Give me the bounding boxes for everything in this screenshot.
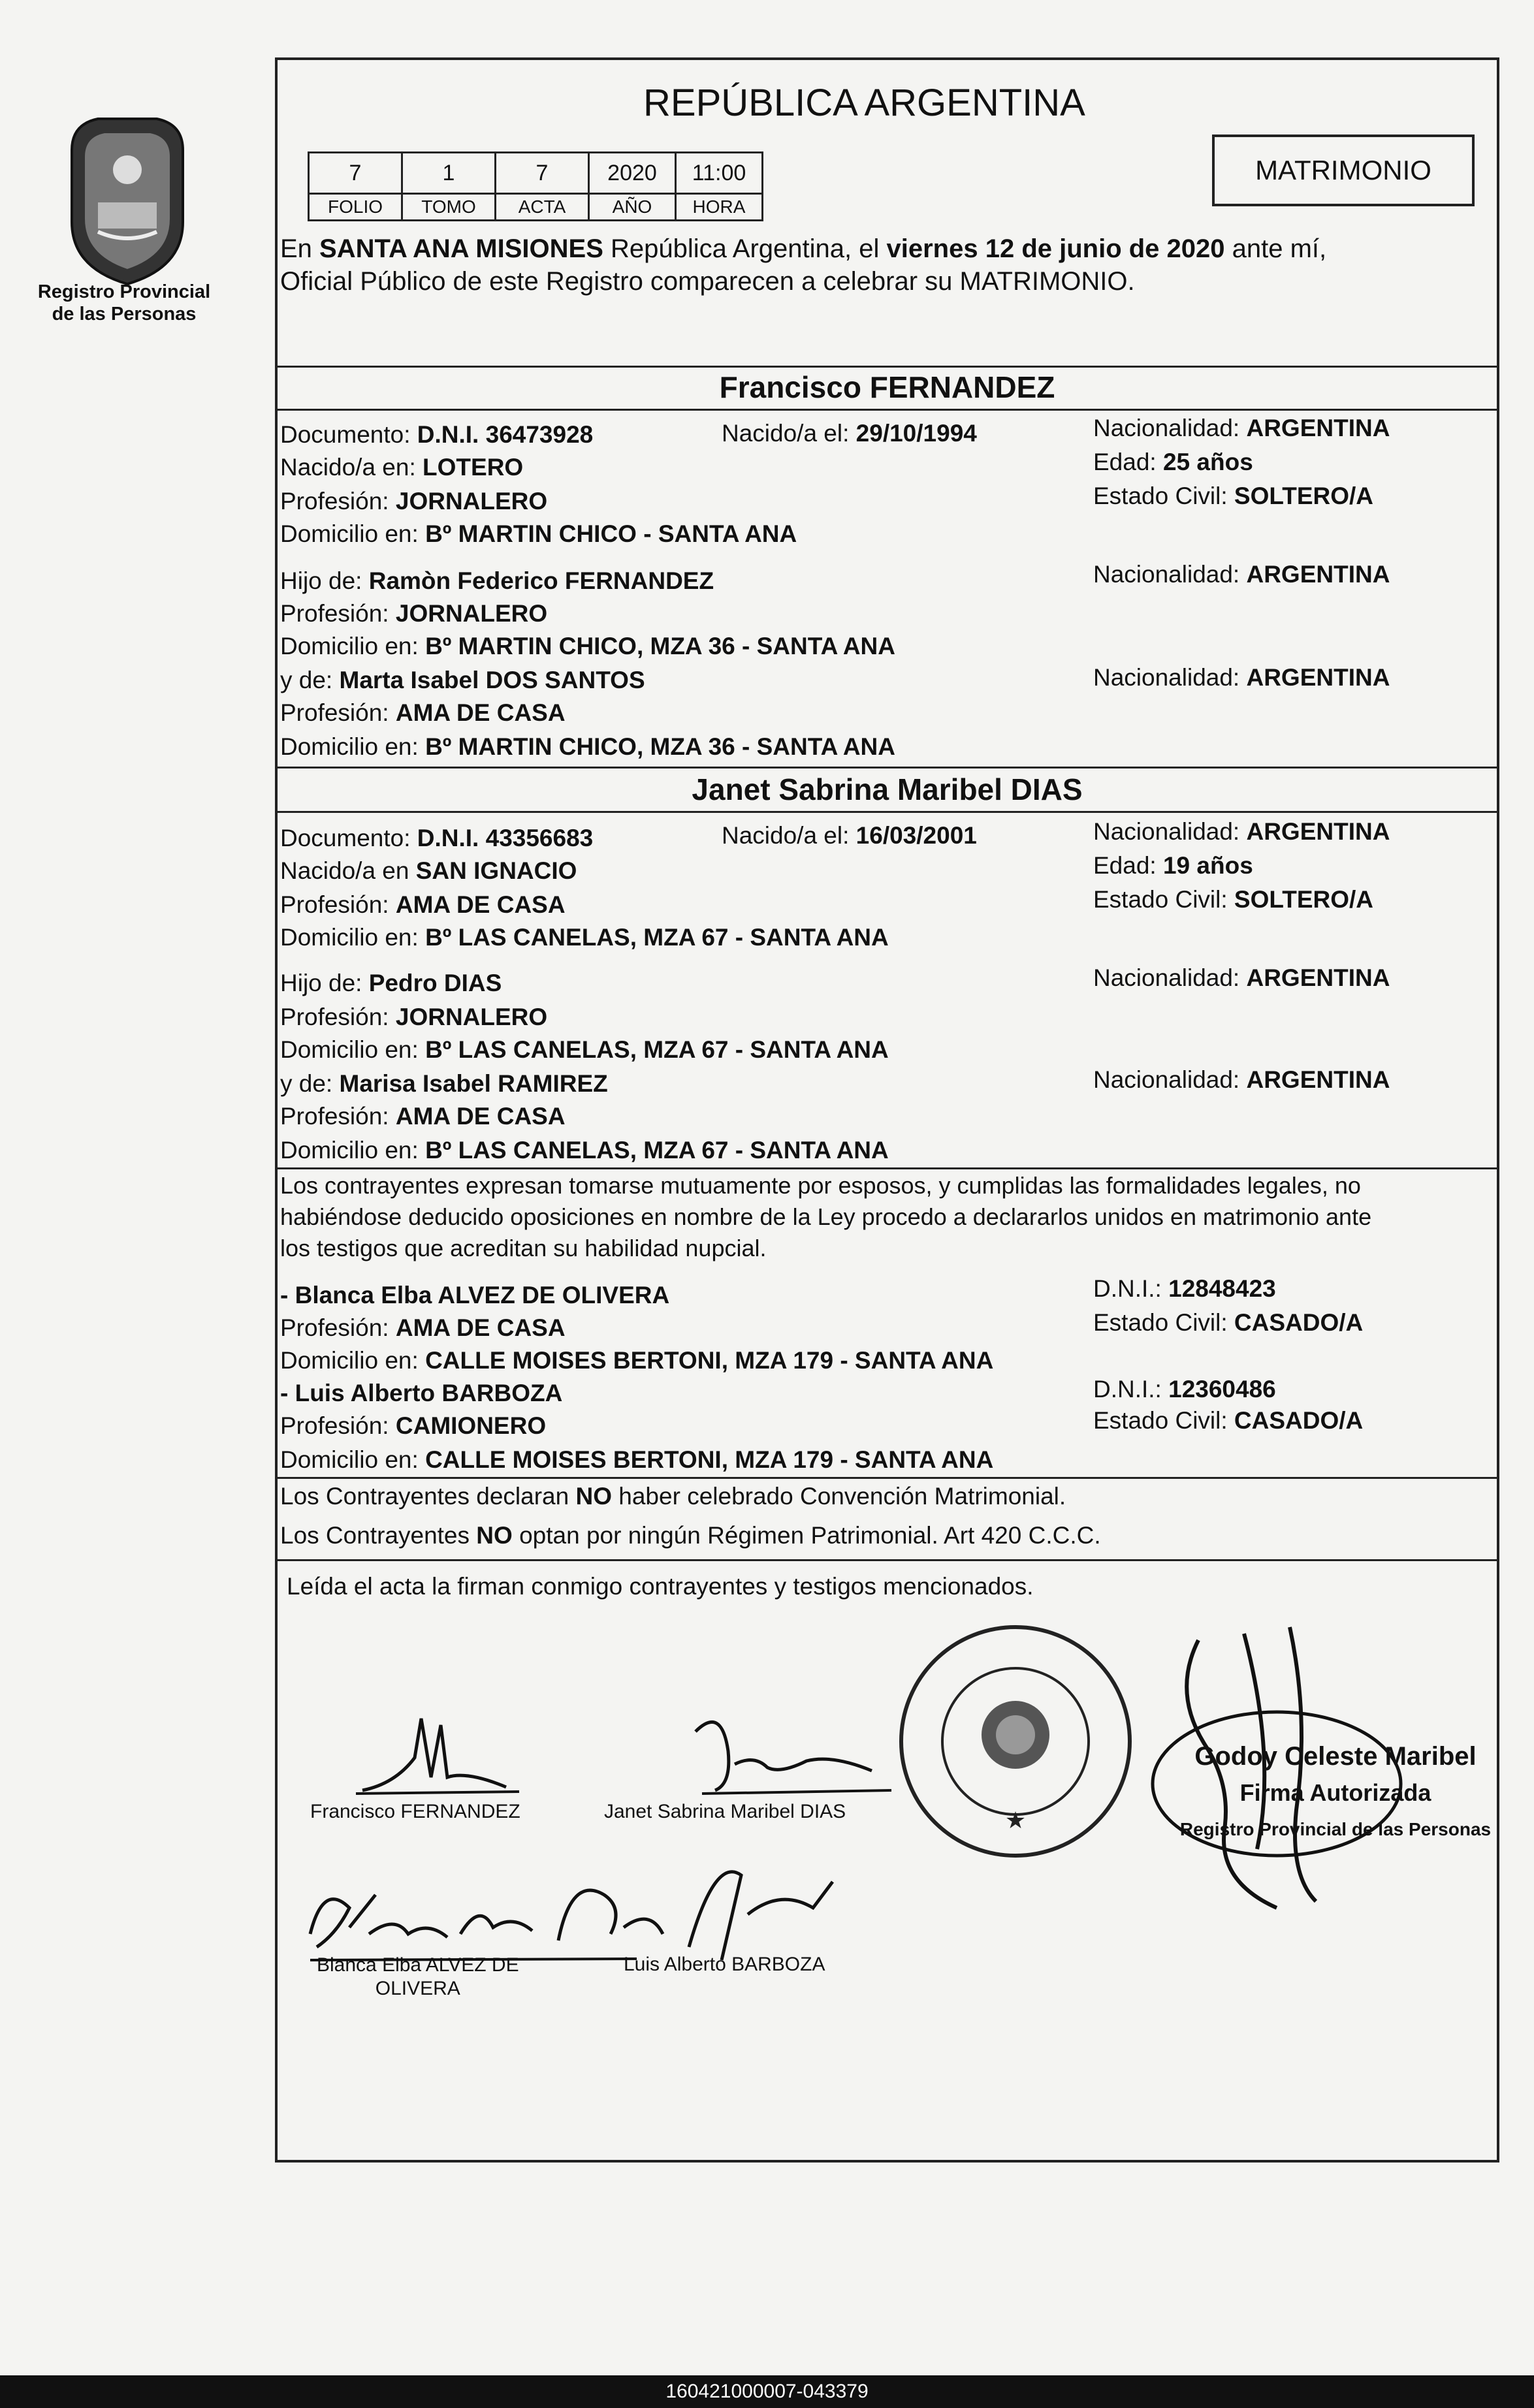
witness-1-signature-label (317, 1954, 519, 2001)
intro-p2: República Argentina, el (603, 234, 887, 263)
divider (278, 366, 1497, 368)
intro-p1: En (280, 234, 320, 263)
divider (278, 1477, 1497, 1479)
groom-signature-label: Francisco FERNANDEZ (310, 1801, 520, 1822)
groom-mother-profession: Profesión: AMA DE CASA (280, 699, 566, 726)
divider (278, 1167, 1497, 1169)
groom-name: Francisco FERNANDEZ (719, 370, 1055, 404)
folio-label: FOLIO (309, 194, 402, 221)
intro-text (280, 232, 1495, 298)
logo-caption-line1: Registro Provincial (37, 281, 211, 302)
divider (278, 409, 1497, 411)
bride-age: Edad: 19 años (1093, 852, 1253, 879)
groom-birthdate: Nacido/a el: 29/10/1994 (722, 420, 977, 447)
groom-age: Edad: 25 años (1093, 449, 1253, 475)
witness-1-name: - Blanca Elba ALVEZ DE OLIVERA (280, 1282, 670, 1308)
groom-mother-nationality: Nacionalidad: ARGENTINA (1093, 664, 1390, 691)
bride-signature-label: Janet Sabrina Maribel DIAS (604, 1801, 846, 1822)
groom-father: Hijo de: Ramòn Federico FERNANDEZ (280, 567, 714, 594)
closing-text: Leída el acta la firman conmigo contrayentes y testigos mencionados. (287, 1573, 1034, 1600)
logo-caption-line2: de las Personas (52, 304, 197, 325)
marriage-certificate (275, 57, 1499, 2162)
groom-document: Documento: D.N.I. 36473928 (280, 421, 594, 448)
bride-mother-address: Domicilio en: Bº LAS CANELAS, MZA 67 - SANTA ANA (280, 1137, 889, 1164)
witness-2-address: Domicilio en: CALLE MOISES BERTONI, MZA 179 - SANTA ANA (280, 1446, 994, 1473)
bride-civil-status: Estado Civil: SOLTERO/A (1093, 886, 1374, 913)
logo-caption (26, 281, 222, 325)
official-office: Registro Provincial de las Personas (1179, 1819, 1492, 1839)
bride-nationality: Nacionalidad: ARGENTINA (1093, 818, 1390, 845)
witness-1-dni: D.N.I.: 12848423 (1093, 1275, 1276, 1302)
tomo-label: TOMO (402, 194, 496, 221)
hora-label: HORA (676, 194, 763, 221)
witness-1-profession: Profesión: AMA DE CASA (280, 1314, 566, 1341)
hora-value: 11:00 (676, 153, 763, 194)
groom-mother-address: Domicilio en: Bº MARTIN CHICO, MZA 36 - SANTA ANA (280, 733, 895, 760)
groom-mother: y de: Marta Isabel DOS SANTOS (280, 667, 645, 693)
bride-signature (656, 1692, 931, 1810)
witness-2-civil-status: Estado Civil: CASADO/A (1093, 1407, 1364, 1434)
misiones-shield-icon (59, 111, 196, 287)
bride-birthdate: Nacido/a el: 16/03/2001 (722, 822, 977, 849)
bride-document: Documento: D.N.I. 43356683 (280, 825, 594, 851)
divider (278, 811, 1497, 813)
intro-p3: ante mí, (1224, 234, 1327, 263)
witness-2-signature-label: Luis Alberto BARBOZA (624, 1954, 825, 1975)
bride-mother-profession: Profesión: AMA DE CASA (280, 1103, 566, 1130)
groom-profession: Profesión: JORNALERO (280, 488, 548, 515)
intro-line-1 (280, 232, 1495, 265)
witness-1-sig-line1: Blanca Elba ALVEZ DE (317, 1954, 519, 1976)
groom-address: Domicilio en: Bº MARTIN CHICO - SANTA ANA (280, 520, 797, 547)
bride-father-address: Domicilio en: Bº LAS CANELAS, MZA 67 - SANTA ANA (280, 1036, 889, 1063)
groom-signature (336, 1679, 545, 1810)
bride-mother-nationality: Nacionalidad: ARGENTINA (1093, 1066, 1390, 1093)
folio-value: 7 (309, 153, 402, 194)
acta-value: 7 (496, 153, 589, 194)
registry-stamp-icon (895, 1621, 1136, 1862)
intro-date: viernes 12 de junio de 2020 (886, 234, 1225, 263)
act-type-box: MATRIMONIO (1212, 135, 1475, 206)
declaration-line-2: habiéndose deducido oposiciones en nombre de la Ley procedo a declararlos unidos en matrimonio ante (280, 1203, 1372, 1230)
country-title: REPÚBLICA ARGENTINA (643, 82, 1085, 124)
declaration-text (280, 1170, 1495, 1264)
witness-1-civil-status: Estado Civil: CASADO/A (1093, 1309, 1364, 1336)
declaration-line-3: los testigos que acreditan su habilidad nupcial. (280, 1235, 767, 1261)
groom-father-address: Domicilio en: Bº MARTIN CHICO, MZA 36 - SANTA ANA (280, 633, 895, 659)
bride-father: Hijo de: Pedro DIAS (280, 970, 502, 996)
groom-father-profession: Profesión: JORNALERO (280, 600, 548, 627)
groom-birthplace: Nacido/a en: LOTERO (280, 454, 524, 481)
tomo-value: 1 (402, 153, 496, 194)
groom-nationality: Nacionalidad: ARGENTINA (1093, 415, 1390, 441)
bride-father-profession: Profesión: JORNALERO (280, 1004, 548, 1030)
intro-place: SANTA ANA MISIONES (319, 234, 603, 263)
bride-name: Janet Sabrina Maribel DIAS (692, 772, 1083, 806)
groom-civil-status: Estado Civil: SOLTERO/A (1093, 483, 1374, 509)
province-logo (59, 111, 196, 287)
official-block (1172, 1738, 1499, 1848)
bride-birthplace: Nacido/a en SAN IGNACIO (280, 857, 577, 884)
ano-value: 2020 (589, 153, 676, 194)
witness-2-profession: Profesión: CAMIONERO (280, 1412, 547, 1439)
convention-line-2: Los Contrayentes NO optan por ningún Régimen Patrimonial. Art 420 C.C.C. (280, 1522, 1101, 1549)
acta-label: ACTA (496, 194, 589, 221)
intro-line-2: Oficial Público de este Registro comparecen a celebrar su MATRIMONIO. (280, 267, 1135, 296)
bride-mother: y de: Marisa Isabel RAMIREZ (280, 1070, 608, 1097)
divider (278, 767, 1497, 768)
divider (278, 1559, 1497, 1561)
bride-address: Domicilio en: Bº LAS CANELAS, MZA 67 - SANTA ANA (280, 924, 889, 951)
convention-line-1: Los Contrayentes declaran NO haber celebrado Convención Matrimonial. (280, 1483, 1066, 1510)
witness-1-sig-line2: OLIVERA (375, 1978, 460, 1999)
document-code: 160421000007-043379 (0, 2375, 1534, 2408)
bride-father-nationality: Nacionalidad: ARGENTINA (1093, 964, 1390, 991)
official-name: Godoy Celeste Maribel (1194, 1742, 1477, 1771)
registry-box (308, 151, 763, 221)
witness-2-name: - Luis Alberto BARBOZA (280, 1380, 563, 1406)
official-title: Firma Autorizada (1239, 1779, 1431, 1806)
witness-2-dni: D.N.I.: 12360486 (1093, 1376, 1276, 1402)
svg-text:★: ★ (1004, 1807, 1027, 1833)
witness-1-address: Domicilio en: CALLE MOISES BERTONI, MZA 179 - SANTA ANA (280, 1347, 994, 1374)
declaration-line-1: Los contrayentes expresan tomarse mutuamente por esposos, y cumplidas las formalidades legales, no (280, 1172, 1361, 1199)
bride-profession: Profesión: AMA DE CASA (280, 891, 566, 918)
ano-label: AÑO (589, 194, 676, 221)
groom-father-nationality: Nacionalidad: ARGENTINA (1093, 561, 1390, 588)
